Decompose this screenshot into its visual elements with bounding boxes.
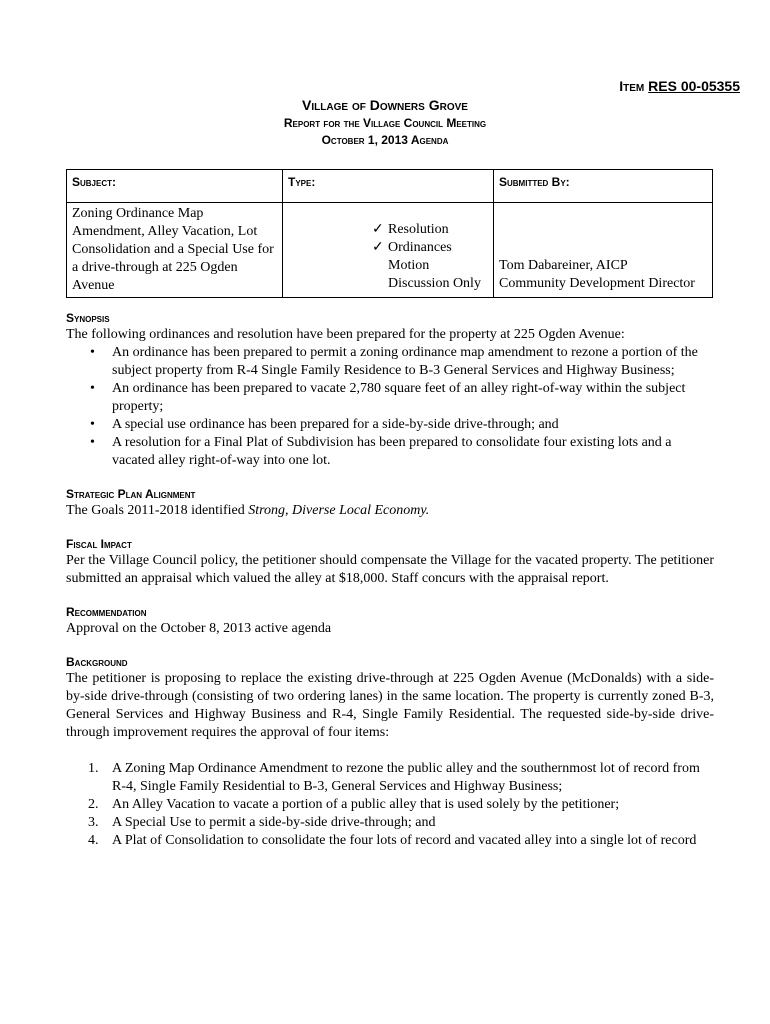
item-number-label: 2. — [88, 797, 99, 812]
synopsis-list — [66, 344, 714, 470]
strategic-text — [66, 502, 714, 520]
type-option-label: Ordinances — [388, 240, 452, 255]
submitter-title: Community Development Director — [499, 276, 695, 291]
synopsis-bullet: • An ordinance has been prepared to permit a zoning ordinance map amendment to rezone a portion of the subject property from R-4 Single Family Residence to B-3 General Services and Highway Business; — [112, 344, 714, 380]
item-number-label: 3. — [88, 815, 99, 830]
item-number: RES 00-05355 — [648, 78, 740, 94]
report-subtitle: Report for the Village Council Meeting — [283, 116, 487, 130]
recommendation-text: Approval on the October 8, 2013 active agenda — [66, 621, 332, 636]
item-text: An Alley Vacation to vacate a portion of a public alley that is used solely by the petitioner; — [112, 797, 620, 812]
agenda-date: October 1, 2013 Agenda — [321, 133, 449, 147]
background-text: The petitioner is proposing to replace the existing drive-through at 225 Ogden Avenue (McDonalds) with a side-by-side drive-through (consisting of two ordering lanes) in the same location. The property is currently zoned B-3, General Services and Highway Business and R-4, Single Family Residential. The requested side-by-side drive-through improvement requires the approval of four items: — [66, 671, 714, 740]
item-number-label: 1. — [88, 761, 99, 776]
type-option-label: Motion — [388, 258, 430, 273]
type-option-label: Resolution — [388, 222, 449, 237]
type-options — [283, 203, 494, 298]
item-prefix: Item — [619, 78, 645, 94]
item-reference — [619, 78, 740, 94]
item-text: A Special Use to permit a side-by-side drive-through; and — [112, 815, 436, 830]
background-heading: Background — [66, 655, 128, 669]
background-items — [66, 760, 714, 850]
strategic-emphasis: Strong, Diverse Local Economy. — [248, 503, 430, 518]
type-option — [372, 239, 488, 257]
background-item — [88, 760, 714, 796]
synopsis-intro: The following ordinances and resolution have been prepared for the property at 225 Ogden Avenue: — [66, 327, 625, 342]
item-number-label: 4. — [88, 833, 99, 848]
report-title: Village of Downers Grove — [302, 97, 468, 113]
report-meta-table — [66, 169, 713, 298]
type-option — [372, 275, 488, 293]
subject-label: Subject: — [67, 170, 283, 203]
type-option — [372, 257, 488, 275]
checkmark-icon: ✓ — [372, 240, 384, 255]
item-text: A Zoning Map Ordinance Amendment to rezone the public alley and the southernmost lot of record from R-4, Single Family Residential to B-3, General Services and Highway Business; — [112, 761, 700, 794]
synopsis-bullet: • A special use ordinance has been prepared for a side-by-side drive-through; and — [112, 416, 714, 434]
background-item — [88, 814, 714, 832]
recommendation-heading: Recommendation — [66, 605, 147, 619]
submitter-name: Tom Dabareiner, AICP — [499, 258, 628, 273]
background-item — [88, 832, 714, 850]
synopsis-bullet: • A resolution for a Final Plat of Subdivision has been prepared to consolidate four existing lots and a vacated alley right-of-way into one lot. — [112, 434, 714, 470]
strategic-text-main: The Goals 2011-2018 identified — [66, 503, 249, 518]
type-option — [372, 221, 488, 239]
item-text: A Plat of Consolidation to consolidate the four lots of record and vacated alley into a single lot of record — [112, 833, 697, 848]
report-body — [66, 310, 714, 850]
strategic-heading: Strategic Plan Alignment — [66, 487, 196, 501]
report-header — [0, 96, 770, 149]
synopsis-bullet: • An ordinance has been prepared to vacate 2,780 square feet of an alley right-of-way within the subject property; — [112, 380, 714, 416]
synopsis-heading: Synopsis — [66, 311, 110, 325]
submitter-cell — [494, 203, 713, 298]
submitted-by-label: Submitted By: — [494, 170, 713, 203]
background-item — [88, 796, 714, 814]
type-option-label: Discussion Only — [388, 276, 481, 291]
type-label: Type: — [283, 170, 494, 203]
fiscal-heading: Fiscal Impact — [66, 537, 132, 551]
checkmark-icon: ✓ — [372, 222, 384, 237]
subject-value: Zoning Ordinance Map Amendment, Alley Vacation, Lot Consolidation and a Special Use for a drive-through at 225 Ogden Avenue — [67, 203, 283, 298]
fiscal-text: Per the Village Council policy, the petitioner should compensate the Village for the vacated property. The petitioner submitted an appraisal which valued the alley at $18,000. Staff concurs with the appraisal report. — [66, 553, 714, 586]
